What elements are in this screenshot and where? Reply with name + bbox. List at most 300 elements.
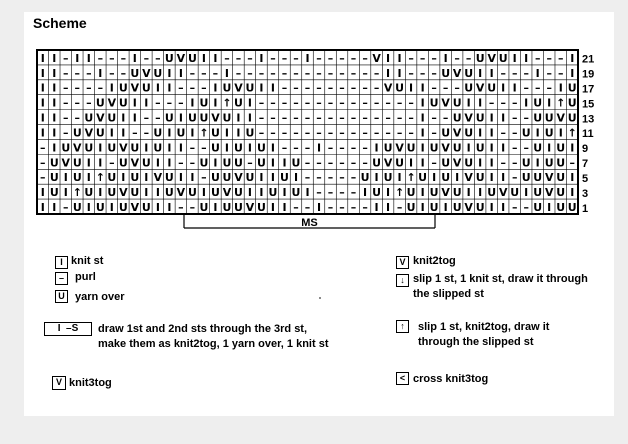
legend-ms-label: [98, 322, 338, 352]
chart-cell-symbol: I: [259, 81, 264, 95]
chart-cell-symbol: I: [570, 141, 575, 155]
chart-cell-symbol: I: [558, 126, 563, 140]
chart-cell-symbol: I: [144, 171, 149, 185]
chart-cell-symbol: I: [443, 201, 448, 215]
chart-cell-symbol: –: [293, 51, 299, 65]
chart-cell-symbol: I: [109, 81, 114, 95]
chart-cell-symbol: U: [383, 171, 393, 185]
chart-cell-symbol: V: [222, 186, 232, 200]
chart-cell-symbol: I: [409, 156, 414, 170]
row-number-label: 17: [582, 83, 595, 96]
chart-cell-symbol: V: [176, 51, 186, 65]
chart-cell-symbol: –: [339, 171, 345, 185]
chart-cell-symbol: –: [109, 66, 115, 80]
cross-knit3tog-symbol-icon: <: [396, 372, 409, 385]
chart-cell-symbol: U: [521, 171, 531, 185]
chart-cell-symbol: –: [327, 201, 334, 215]
chart-cell-symbol: V: [119, 141, 128, 155]
chart-cell-symbol: –: [189, 66, 196, 80]
chart-cell-symbol: I: [213, 156, 218, 170]
chart-cell-symbol: U: [556, 201, 566, 215]
chart-cell-symbol: I: [489, 156, 494, 170]
chart-cell-symbol: –: [362, 201, 368, 215]
chart-cell-symbol: –: [316, 186, 322, 200]
chart-cell-symbol: U: [556, 141, 566, 155]
chart-cell-symbol: I: [201, 51, 206, 65]
chart-cell-symbol: –: [155, 111, 161, 125]
chart-cell-symbol: U: [72, 201, 82, 215]
chart-cell-symbol: –: [270, 51, 276, 65]
chart-cell-symbol: U: [429, 201, 439, 215]
chart-cell-symbol: I: [282, 186, 287, 200]
chart-cell-symbol: U: [176, 126, 186, 140]
chart-cell-symbol: V: [176, 186, 186, 200]
chart-cell-symbol: I: [52, 111, 57, 125]
legend-k2tog-label: knit2tog: [413, 255, 456, 267]
row-number-label: 15: [582, 98, 595, 111]
chart-cell-symbol: I: [512, 81, 517, 95]
chart-cell-symbol: U: [441, 66, 451, 80]
chart-cell-symbol: –: [247, 66, 253, 80]
chart-cell-symbol: –: [120, 51, 127, 65]
chart-cell-symbol: –: [316, 126, 322, 140]
chart-cell-symbol: –: [281, 96, 288, 110]
chart-cell-symbol: –: [74, 66, 81, 80]
chart-cell-symbol: U: [233, 141, 243, 155]
chart-cell-symbol: –: [546, 51, 552, 65]
chart-cell-symbol: U: [95, 126, 105, 140]
chart-cell-symbol: I: [121, 111, 126, 125]
row-number-label: 11: [582, 128, 594, 141]
chart-cell-symbol: U: [164, 51, 174, 65]
chart-cell-symbol: U: [429, 186, 439, 200]
chart-cell-symbol: U: [95, 96, 105, 110]
chart-cell-symbol: –: [327, 126, 334, 140]
legend-ms-text: draw 1st and 2nd sts through the 3rd st, make them as knit2tog, 1 yarn over, 1 knit st: [98, 323, 329, 350]
chart-cell-symbol: –: [511, 96, 518, 110]
chart-cell-symbol: –: [500, 96, 506, 110]
chart-cell-symbol: –: [431, 51, 437, 65]
chart-cell-symbol: U: [533, 201, 543, 215]
chart-cell-symbol: U: [452, 186, 462, 200]
chart-cell-symbol: I: [570, 66, 575, 80]
chart-cell-symbol: –: [396, 126, 403, 140]
chart-cell-symbol: I: [386, 201, 391, 215]
legend-purl-label: purl: [75, 271, 96, 283]
chart-cell-symbol: I: [144, 186, 149, 200]
chart-cell-symbol: I: [489, 201, 494, 215]
chart-cell-symbol: –: [396, 96, 403, 110]
chart-cell-symbol: –: [408, 96, 414, 110]
chart-cell-symbol: U: [49, 156, 59, 170]
chart-cell-symbol: –: [511, 171, 518, 185]
chart-cell-symbol: I: [52, 51, 57, 65]
chart-cell-symbol: I: [270, 201, 276, 215]
stray-dot: [319, 297, 321, 299]
chart-cell-symbol: –: [316, 156, 322, 170]
chart-cell-symbol: I: [420, 111, 425, 125]
chart-cell-symbol: U: [429, 96, 439, 110]
chart-cell-symbol: V: [142, 66, 151, 80]
chart-cell-symbol: U: [452, 141, 462, 155]
chart-cell-symbol: –: [143, 111, 150, 125]
chart-cell-symbol: –: [534, 81, 541, 95]
chart-cell-symbol: U: [567, 201, 577, 215]
chart-cell-symbol: –: [40, 141, 46, 155]
chart-cell-symbol: –: [350, 66, 357, 80]
chart-cell-symbol: I: [190, 171, 195, 185]
chart-cell-symbol: V: [96, 111, 105, 125]
chart-cell-symbol: –: [408, 111, 414, 125]
chart-cell-symbol: U: [222, 81, 232, 95]
chart-cell-symbol: –: [373, 96, 380, 110]
chart-cell-symbol: –: [327, 156, 334, 170]
chart-cell-symbol: U: [464, 66, 474, 80]
chart-cell-symbol: I: [443, 51, 448, 65]
chart-cell-symbol: U: [130, 141, 140, 155]
chart-cell-symbol: U: [475, 171, 485, 185]
chart-cell-symbol: U: [567, 96, 577, 110]
chart-cell-symbol: I: [52, 126, 57, 140]
chart-cell-symbol: I: [535, 126, 540, 140]
chart-cell-symbol: I: [535, 156, 540, 170]
chart-cell-symbol: –: [373, 111, 380, 125]
chart-cell-symbol: –: [281, 141, 288, 155]
chart-cell-symbol: –: [362, 66, 368, 80]
chart-cell-symbol: U: [141, 81, 151, 95]
row-number-label: 5: [582, 172, 589, 185]
chart-cell-symbol: –: [63, 81, 69, 95]
chart-cell-symbol: I: [420, 81, 425, 95]
chart-cell-symbol: I: [109, 126, 114, 140]
chart-cell-symbol: –: [304, 171, 311, 185]
chart-cell-symbol: –: [339, 51, 345, 65]
chart-cell-symbol: –: [304, 141, 311, 155]
chart-cell-symbol: V: [441, 186, 450, 200]
chart-cell-symbol: –: [258, 126, 265, 140]
legend-skp-text: slip 1 st, 1 knit st, draw it through the slipped st: [413, 273, 588, 300]
legend-yo-label: yarn over: [75, 291, 125, 303]
chart-cell-symbol: –: [327, 171, 334, 185]
chart-cell-symbol: I: [466, 96, 471, 110]
chart-cell-symbol: I: [386, 51, 391, 65]
chart-cell-symbol: –: [281, 51, 288, 65]
chart-cell-symbol: U: [222, 201, 232, 215]
chart-cell-symbol: I: [489, 171, 494, 185]
chart-cell-symbol: I: [52, 201, 57, 215]
chart-cell-symbol: I: [547, 96, 552, 110]
scheme-title: Scheme: [33, 15, 87, 31]
chart-cell-symbol: –: [109, 156, 115, 170]
chart-cell-symbol: –: [235, 66, 242, 80]
chart-cell-symbol: U: [533, 96, 543, 110]
chart-cell-symbol: –: [74, 81, 81, 95]
legend-cross-label: cross knit3tog: [413, 373, 489, 385]
chart-cell-symbol: U: [521, 156, 531, 170]
chart-cell-symbol: V: [234, 81, 243, 95]
chart-cell-symbol: –: [293, 201, 299, 215]
chart-cell-symbol: I: [489, 111, 494, 125]
chart-cell-symbol: I: [40, 66, 45, 80]
chart-cell-symbol: U: [141, 156, 151, 170]
chart-cell-symbol: I: [178, 111, 183, 125]
chart-cell-symbol: –: [362, 126, 368, 140]
chart-cell-symbol: –: [431, 111, 437, 125]
chart-cell-symbol: –: [304, 66, 311, 80]
chart-cell-symbol: U: [107, 186, 117, 200]
chart-cell-symbol: –: [74, 111, 81, 125]
chart-cell-symbol: –: [201, 66, 207, 80]
chart-cell-symbol: I: [409, 81, 414, 95]
chart-cell-symbol: –: [327, 141, 334, 155]
chart-cell-symbol: I: [501, 171, 506, 185]
chart-cell-symbol: I: [316, 141, 322, 155]
chart-cell-symbol: –: [97, 51, 104, 65]
chart-cell-symbol: ↑: [199, 126, 209, 140]
chart-cell-symbol: I: [190, 96, 195, 110]
chart-cell-symbol: I: [40, 51, 45, 65]
chart-cell-symbol: –: [178, 81, 184, 95]
chart-cell-symbol: U: [498, 51, 508, 65]
chart-cell-symbol: U: [291, 156, 301, 170]
chart-cell-symbol: ↑: [72, 186, 82, 200]
chart-cell-symbol: –: [419, 51, 426, 65]
chart-cell-symbol: –: [304, 156, 311, 170]
chart-cell-symbol: U: [533, 141, 543, 155]
chart-cell-symbol: –: [97, 81, 104, 95]
chart-cell-symbol: –: [247, 51, 253, 65]
chart-cell-symbol: I: [247, 96, 252, 110]
chart-cell-symbol: V: [487, 51, 496, 65]
chart-cell-symbol: U: [107, 171, 117, 185]
chart-cell-symbol: –: [281, 81, 288, 95]
chart-cell-symbol: I: [397, 171, 402, 185]
chart-cell-symbol: I: [224, 66, 229, 80]
chart-cell-symbol: ↑: [556, 96, 566, 110]
chart-cell-symbol: –: [511, 111, 518, 125]
chart-cell-symbol: –: [362, 111, 368, 125]
chart-cell-symbol: U: [107, 111, 117, 125]
chart-cell-symbol: –: [166, 96, 173, 110]
chart-cell-symbol: U: [429, 141, 439, 155]
chart-cell-symbol: V: [245, 201, 255, 215]
chart-cell-symbol: V: [464, 111, 473, 125]
chart-cell-symbol: –: [327, 51, 334, 65]
chart-cell-symbol: U: [395, 156, 405, 170]
chart-cell-symbol: –: [316, 96, 322, 110]
chart-cell-symbol: I: [86, 171, 91, 185]
chart-cell-symbol: –: [270, 126, 276, 140]
chart-cell-symbol: –: [339, 81, 345, 95]
chart-cell-symbol: U: [164, 186, 174, 200]
chart-cell-symbol: U: [61, 141, 71, 155]
chart-cell-symbol: U: [130, 66, 140, 80]
chart-cell-symbol: –: [362, 81, 368, 95]
chart-cell-symbol: U: [95, 201, 105, 215]
legend-knit-label: knit st: [71, 255, 104, 267]
row-number-label: 7: [582, 158, 589, 171]
chart-cell-symbol: –: [431, 66, 437, 80]
chart-cell-symbol: –: [373, 66, 380, 80]
chart-cell-symbol: –: [143, 126, 150, 140]
chart-cell-symbol: U: [475, 141, 485, 155]
chart-cell-symbol: I: [178, 171, 183, 185]
row-number-label: 3: [582, 187, 589, 200]
chart-cell-symbol: V: [498, 186, 508, 200]
chart-cell-symbol: U: [233, 186, 243, 200]
chart-cell-symbol: U: [268, 186, 278, 200]
chart-cell-symbol: –: [431, 126, 437, 140]
chart-cell-symbol: I: [247, 186, 252, 200]
chart-cell-symbol: I: [455, 171, 460, 185]
chart-cell-symbol: U: [210, 141, 220, 155]
chart-cell-symbol: I: [316, 201, 322, 215]
chart-cell-symbol: –: [304, 81, 311, 95]
ms-symbol-icon: I –S: [44, 322, 92, 336]
chart-cell-symbol: –: [373, 126, 380, 140]
chart-cell-symbol: I: [374, 201, 379, 215]
chart-cell-symbol: –: [327, 66, 334, 80]
chart-cell-symbol: –: [293, 111, 299, 125]
chart-cell-symbol: –: [178, 201, 184, 215]
chart-cell-symbol: I: [547, 141, 552, 155]
chart-cell-symbol: –: [442, 81, 449, 95]
chart-cell-symbol: I: [489, 141, 494, 155]
chart-cell-symbol: V: [234, 171, 243, 185]
chart-cell-symbol: ↑: [395, 186, 405, 200]
chart-cell-symbol: U: [372, 156, 382, 170]
chart-cell-symbol: –: [155, 96, 161, 110]
chart-cell-symbol: –: [350, 156, 357, 170]
chart-cell-symbol: V: [372, 51, 381, 65]
chart-cell-symbol: I: [259, 186, 264, 200]
chart-cell-symbol: U: [487, 186, 497, 200]
chart-cell-symbol: U: [556, 156, 566, 170]
chart-cell-symbol: I: [213, 201, 218, 215]
chart-cell-symbol: U: [245, 81, 255, 95]
chart-cell-symbol: –: [396, 111, 403, 125]
chart-cell-symbol: –: [523, 201, 529, 215]
chart-cell-symbol: –: [281, 111, 288, 125]
chart-cell-symbol: I: [293, 171, 299, 185]
chart-cell-symbol: I: [420, 141, 425, 155]
chart-cell-symbol: U: [406, 201, 416, 215]
chart-cell-symbol: I: [270, 81, 276, 95]
chart-cell-symbol: U: [360, 171, 370, 185]
chart-cell-symbol: –: [316, 66, 322, 80]
chart-cell-symbol: U: [210, 126, 220, 140]
chart-cell-symbol: V: [395, 141, 404, 155]
chart-cell-symbol: I: [236, 126, 241, 140]
chart-cell-symbol: –: [74, 96, 81, 110]
chart-cell-symbol: U: [441, 171, 451, 185]
chart-cell-symbol: V: [452, 126, 462, 140]
chart-cell-symbol: ↑: [567, 126, 577, 140]
chart-cell-symbol: –: [396, 201, 403, 215]
legend-skp-label: [413, 272, 593, 302]
chart-cell-symbol: U: [406, 186, 416, 200]
chart-cell-symbol: I: [420, 96, 425, 110]
chart-cell-symbol: –: [350, 126, 357, 140]
chart-cell-symbol: –: [86, 96, 92, 110]
chart-cell-symbol: –: [362, 156, 368, 170]
chart-cell-symbol: I: [270, 156, 276, 170]
chart-cell-symbol: U: [567, 111, 577, 125]
chart-cell-symbol: U: [533, 171, 543, 185]
chart-cell-symbol: I: [98, 66, 103, 80]
chart-cell-symbol: –: [224, 51, 230, 65]
chart-cell-symbol: U: [406, 141, 416, 155]
chart-cell-symbol: –: [63, 201, 69, 215]
chart-cell-symbol: I: [63, 171, 68, 185]
chart-cell-symbol: –: [327, 111, 334, 125]
chart-cell-symbol: I: [98, 156, 103, 170]
chart-cell-symbol: –: [201, 141, 207, 155]
chart-cell-symbol: I: [270, 141, 276, 155]
chart-cell-symbol: V: [119, 186, 128, 200]
chart-cell-symbol: I: [432, 171, 437, 185]
chart-cell-symbol: –: [258, 96, 265, 110]
chart-cell-symbol: U: [199, 96, 209, 110]
chart-cell-symbol: –: [511, 201, 518, 215]
chart-cell-symbol: –: [339, 96, 345, 110]
knit2tog-symbol-icon: V: [396, 256, 409, 269]
chart-cell-symbol: U: [257, 201, 266, 215]
chart-cell-symbol: –: [109, 51, 115, 65]
chart-cell-symbol: –: [362, 51, 368, 65]
chart-cell-symbol: –: [86, 81, 92, 95]
chart-cell-symbol: I: [167, 81, 172, 95]
chart-cell-symbol: U: [118, 201, 128, 215]
chart-cell-symbol: I: [570, 171, 575, 185]
chart-cell-symbol: –: [293, 141, 299, 155]
chart-cell-symbol: –: [500, 126, 506, 140]
chart-cell-symbol: –: [270, 66, 276, 80]
chart-cell-symbol: V: [544, 186, 554, 200]
chart-cell-symbol: I: [570, 186, 575, 200]
chart-cell-symbol: U: [475, 111, 485, 125]
chart-cell-symbol: U: [475, 201, 485, 215]
chart-cell-symbol: U: [280, 171, 289, 185]
chart-cell-symbol: –: [362, 96, 368, 110]
chart-cell-symbol: I: [167, 141, 172, 155]
chart-cell-symbol: U: [544, 156, 554, 170]
chart-cell-symbol: –: [327, 186, 334, 200]
chart-cell-symbol: –: [350, 171, 357, 185]
chart-cell-symbol: –: [247, 156, 253, 170]
chart-cell-symbol: U: [544, 126, 554, 140]
chart-cell-symbol: I: [282, 201, 287, 215]
chart-cell-symbol: I: [501, 141, 506, 155]
chart-cell-symbol: –: [350, 186, 357, 200]
chart-cell-symbol: –: [339, 111, 345, 125]
chart-cell-symbol: U: [533, 186, 543, 200]
chart-cell-symbol: I: [167, 126, 172, 140]
chart-cell-symbol: –: [339, 126, 345, 140]
chart-cell-symbol: I: [98, 186, 103, 200]
row-number-label: 19: [582, 68, 595, 81]
chart-cell-symbol: I: [132, 51, 137, 65]
chart-cell-symbol: U: [233, 96, 243, 110]
chart-cell-symbol: –: [316, 171, 322, 185]
chart-cell-symbol: I: [178, 141, 183, 155]
chart-cell-symbol: U: [464, 81, 474, 95]
sk2p-symbol-icon: ↑: [396, 320, 409, 333]
chart-cell-symbol: V: [544, 171, 554, 185]
chart-cell-symbol: I: [167, 66, 172, 80]
chart-cell-symbol: I: [501, 201, 506, 215]
chart-cell-symbol: I: [478, 156, 483, 170]
